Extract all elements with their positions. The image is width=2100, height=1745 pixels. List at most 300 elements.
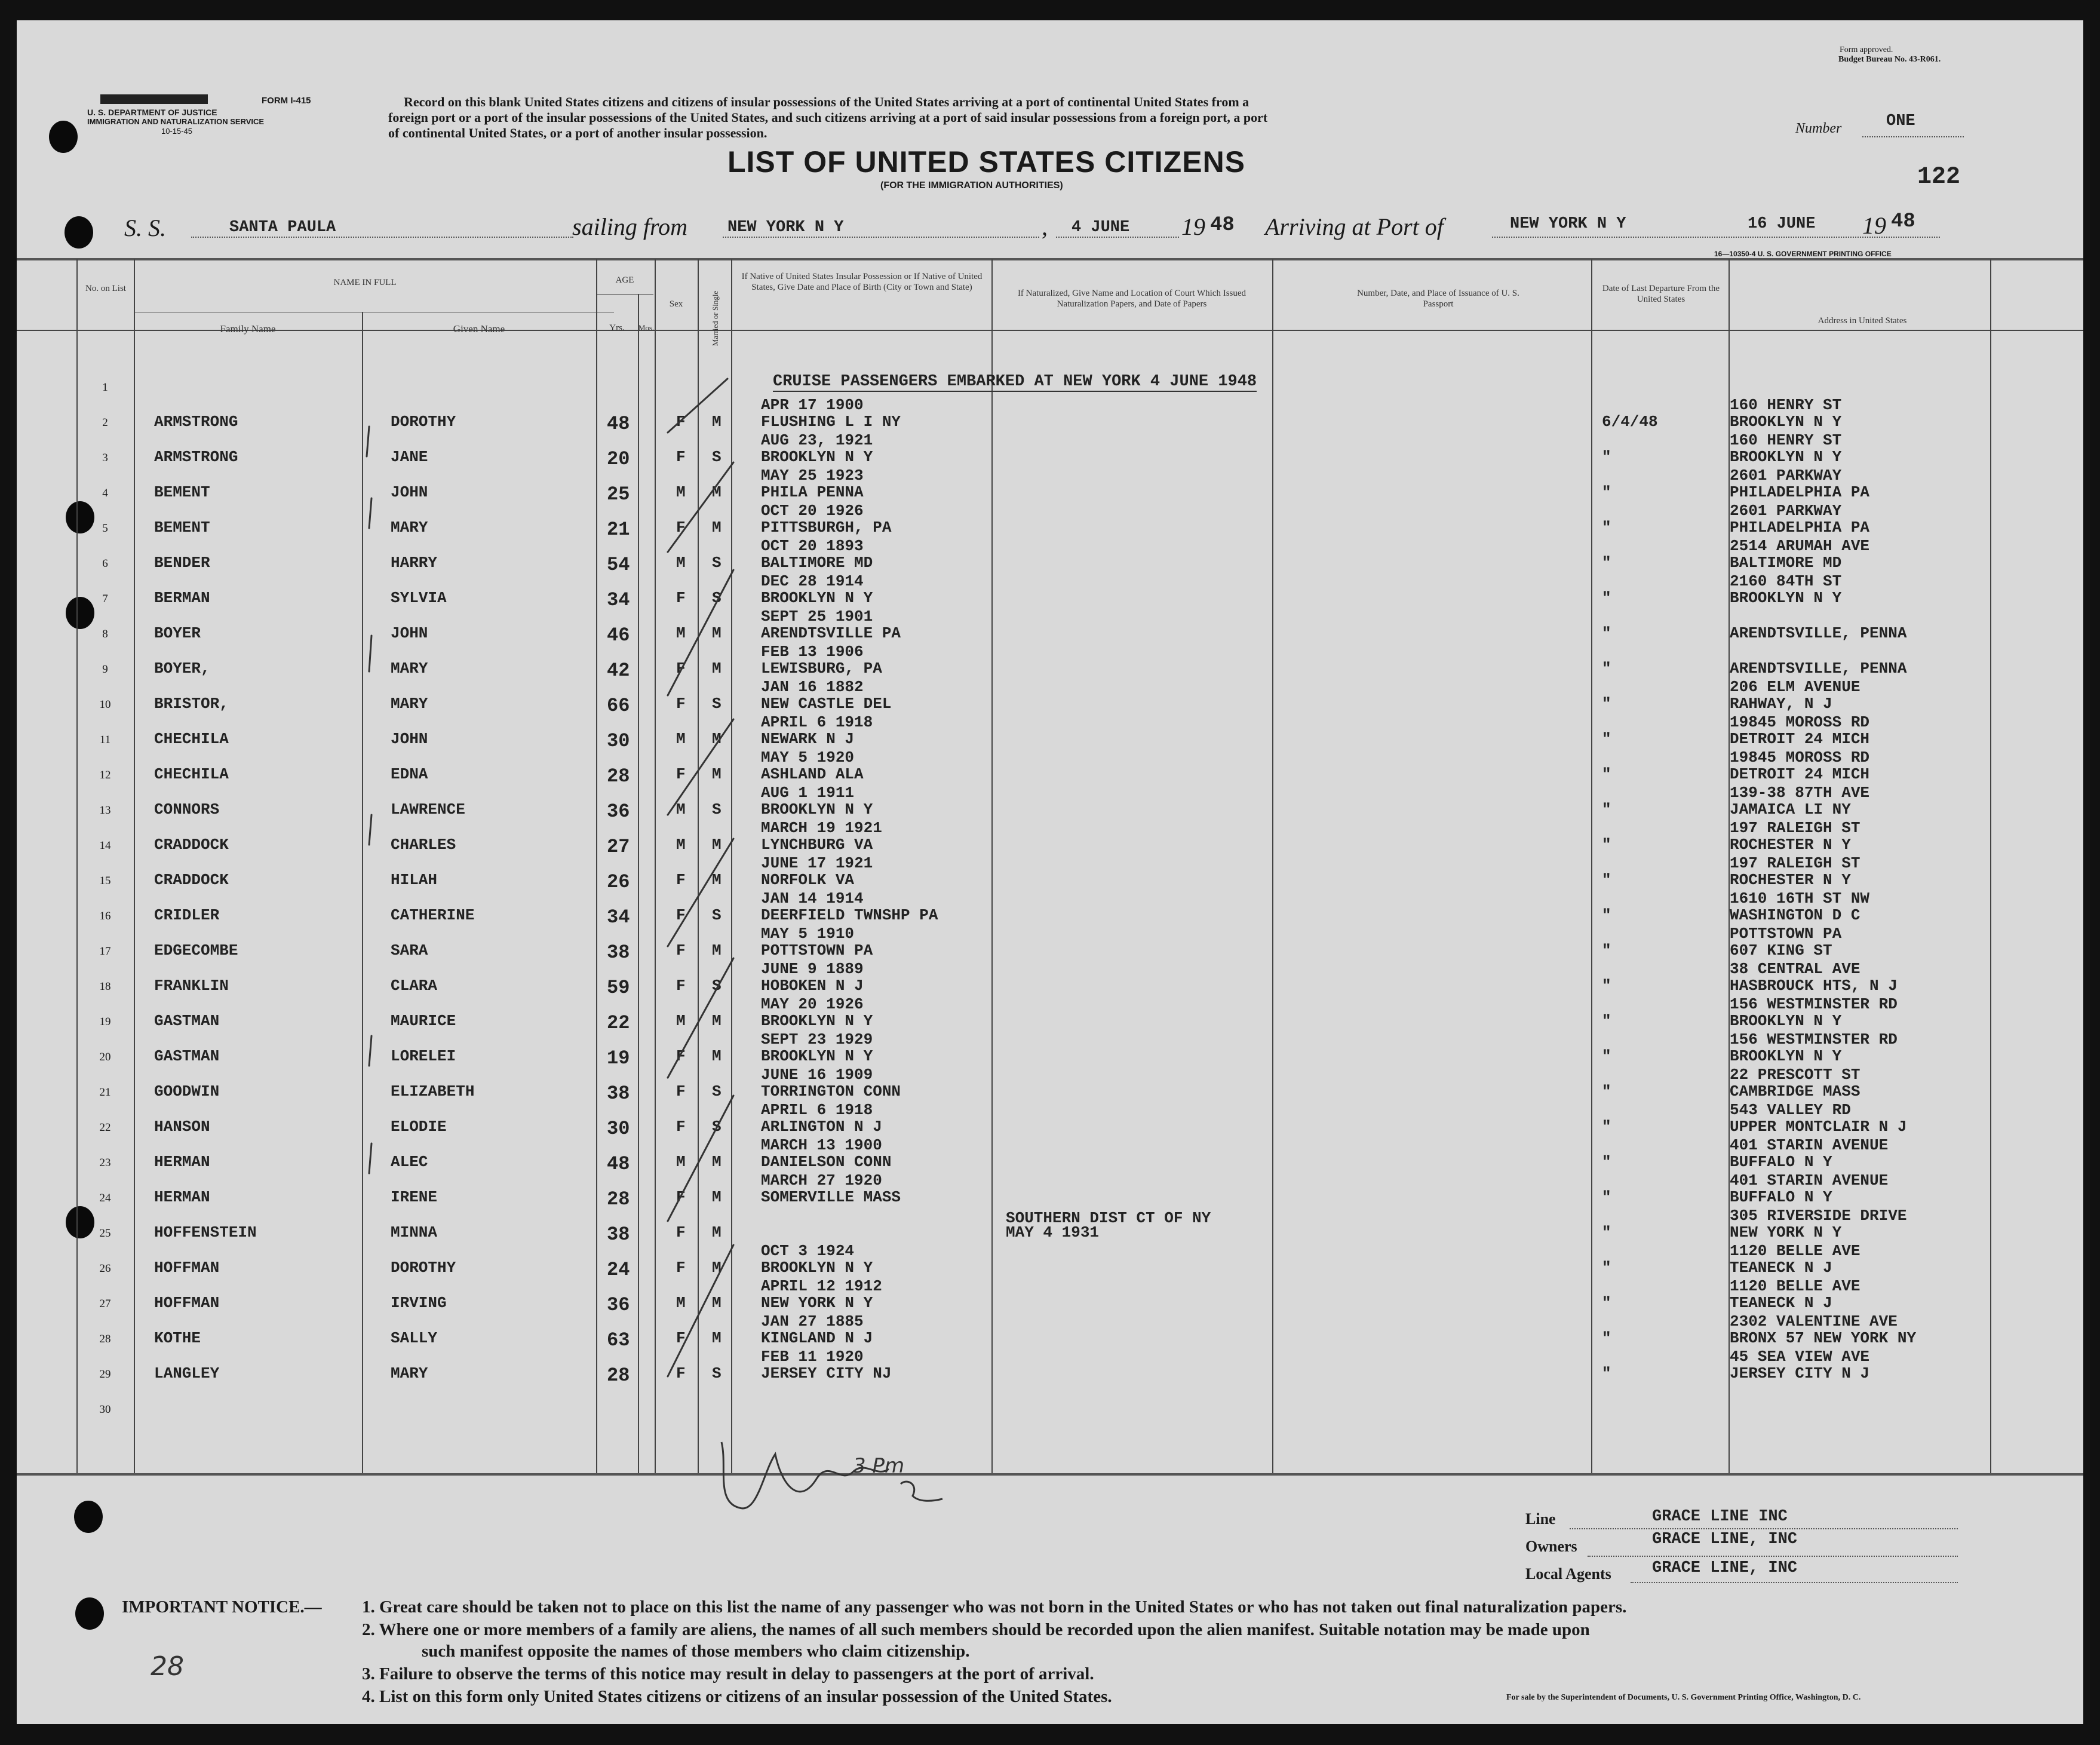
given-name-cell: ELIZABETH — [391, 1082, 475, 1100]
address-line-2: BROOKLYN N Y — [1730, 448, 1842, 466]
family-name-cell: HOFFMAN — [154, 1259, 220, 1277]
marital-status-cell: S — [712, 695, 722, 713]
given-name-cell: ELODIE — [391, 1118, 447, 1136]
row-number: 18 — [99, 980, 111, 993]
age-cell: 22 — [607, 1012, 630, 1034]
birth-place-cell: ARENDTSVILLE PA — [761, 624, 901, 642]
row-number: 8 — [102, 628, 108, 640]
cruise-banner: CRUISE PASSENGERS EMBARKED AT NEW YORK 4 JUNE 1948 — [773, 373, 1257, 391]
birth-date-cell: APRIL 6 1918 — [761, 1101, 873, 1119]
address-line-2: ARENDTSVILLE, PENNA — [1730, 660, 1907, 677]
address-line-1: 543 VALLEY RD — [1730, 1101, 1851, 1119]
given-name-cell: MARY — [391, 660, 428, 677]
sex-cell: F — [676, 1188, 686, 1206]
given-name-cell: CLARA — [391, 977, 438, 995]
row-number: 1 — [102, 381, 108, 394]
row-number: 22 — [99, 1121, 111, 1134]
marital-status-cell: M — [712, 1259, 722, 1277]
marital-status-cell: S — [712, 1118, 722, 1136]
address-line-2: CAMBRIDGE MASS — [1730, 1082, 1860, 1100]
ship-name: SANTA PAULA — [229, 219, 336, 237]
marital-status-cell: M — [712, 871, 722, 889]
marital-status-cell: M — [712, 1188, 722, 1206]
row-number: 29 — [99, 1368, 111, 1381]
birth-place-cell: BROOKLYN N Y — [761, 448, 873, 466]
row-number: 12 — [99, 769, 111, 781]
given-name-cell: ALEC — [391, 1153, 428, 1171]
sex-cell: M — [676, 836, 686, 854]
age-cell: 25 — [607, 483, 630, 505]
birth-place-cell: BROOKLYN N Y — [761, 1012, 873, 1030]
address-line-2: NEW YORK N Y — [1730, 1223, 1842, 1241]
header-sex: Sex — [669, 299, 683, 309]
marital-status-cell: S — [712, 448, 722, 466]
birth-place-cell: LYNCHBURG VA — [761, 836, 873, 854]
birth-date-cell: FEB 11 1920 — [761, 1348, 864, 1366]
age-cell: 48 — [607, 413, 630, 435]
comma-separator: , — [1042, 213, 1048, 240]
sex-cell: M — [676, 730, 686, 748]
family-name-cell: BEMENT — [154, 483, 210, 501]
sex-cell: F — [676, 1364, 686, 1382]
birth-date-cell: AUG 23, 1921 — [761, 431, 873, 449]
birth-place-cell: DEERFIELD TWNSHP PA — [761, 906, 938, 924]
punch-hole-icon — [65, 216, 93, 249]
address-line-1: 401 STARIN AVENUE — [1730, 1136, 1889, 1154]
header-name-in-full: NAME IN FULL — [333, 278, 397, 287]
department-name: U. S. DEPARTMENT OF JUSTICE — [87, 108, 217, 117]
address-line-1: 1610 16TH ST NW — [1730, 890, 1870, 907]
address-line-1: 2601 PARKWAY — [1730, 502, 1842, 520]
sex-cell: F — [676, 660, 686, 677]
birth-place-cell: HOBOKEN N J — [761, 977, 864, 995]
row-number: 13 — [99, 804, 111, 817]
given-name-cell: JOHN — [391, 483, 428, 501]
departure-date-cell: " — [1602, 624, 1611, 642]
family-name-cell: HERMAN — [154, 1153, 210, 1171]
address-line-2: BROOKLYN N Y — [1730, 413, 1842, 431]
departure-date-cell: " — [1602, 1329, 1611, 1347]
departure-date-cell: " — [1602, 695, 1611, 713]
departure-date-cell: " — [1602, 448, 1611, 466]
family-name-cell: CRIDLER — [154, 906, 220, 924]
marital-status-cell: M — [712, 1223, 722, 1241]
birth-date-cell: MAY 5 1910 — [761, 925, 855, 943]
birth-place-cell: TORRINGTON CONN — [761, 1082, 901, 1100]
row-number: 19 — [99, 1016, 111, 1028]
address-line-2: PHILADELPHIA PA — [1730, 483, 1870, 501]
age-cell: 27 — [607, 836, 630, 858]
marital-status-cell: S — [712, 589, 722, 607]
address-line-2: ROCHESTER N Y — [1730, 836, 1851, 854]
birth-date-cell: MAY 20 1926 — [761, 995, 864, 1013]
sex-cell: F — [676, 1047, 686, 1065]
given-name-cell: DOROTHY — [391, 1259, 456, 1277]
owners-value: GRACE LINE, INC — [1652, 1531, 1798, 1548]
given-name-cell: SYLVIA — [391, 589, 447, 607]
given-name-cell: MARY — [391, 695, 428, 713]
address-line-1: 19845 MOROSS RD — [1730, 713, 1870, 731]
given-name-cell: DOROTHY — [391, 413, 456, 431]
marital-status-cell: M — [712, 1153, 722, 1171]
birth-place-cell: PHILA PENNA — [761, 483, 864, 501]
notice-1: 1. Great care should be taken not to place on this list the name of any passenger who was not born in the United States or who has not taken out final naturalization papers. — [362, 1597, 1627, 1617]
header-departure: Date of Last Departure From the United States — [1602, 284, 1720, 304]
sale-notice: For sale by the Superintendent of Documents, U. S. Government Printing Office, Washington, D. C. — [1506, 1693, 1861, 1702]
given-name-cell: CHARLES — [391, 836, 456, 854]
row-number: 6 — [102, 557, 108, 570]
marital-status-cell: M — [712, 413, 722, 431]
punch-hole-icon — [49, 121, 78, 153]
address-line-1: 401 STARIN AVENUE — [1730, 1171, 1889, 1189]
age-cell: 24 — [607, 1259, 630, 1281]
birth-date-cell: AUG 1 1911 — [761, 784, 855, 802]
given-name-cell: IRVING — [391, 1294, 447, 1312]
header-given-name: Given Name — [453, 323, 505, 335]
birth-place-cell: NORFOLK VA — [761, 871, 855, 889]
manifest-sheet — [17, 20, 2083, 1724]
family-name-cell: HANSON — [154, 1118, 210, 1136]
intro-line-2: foreign port or a port of the insular possessions of the United States, and such citizens arriving at a port of said insular possessions from a foreign port, a port — [388, 110, 1268, 125]
arrival-port: NEW YORK N Y — [1510, 215, 1626, 233]
marital-status-cell: M — [712, 1047, 722, 1065]
departure-date: 4 JUNE — [1072, 219, 1130, 237]
notice-4: 4. List on this form only United States citizens or citizens of an insular possession of the United States. — [362, 1687, 1112, 1706]
row-number: 17 — [99, 945, 111, 958]
address-line-1: 305 RIVERSIDE DRIVE — [1730, 1207, 1907, 1225]
age-cell: 38 — [607, 1223, 630, 1246]
row-number: 24 — [99, 1192, 111, 1204]
sex-cell: F — [676, 695, 686, 713]
age-cell: 20 — [607, 448, 630, 470]
marital-status-cell: M — [712, 660, 722, 677]
age-cell: 21 — [607, 519, 630, 541]
sex-cell: F — [676, 1082, 686, 1100]
form-date: 10-15-45 — [161, 127, 193, 136]
agents-value: GRACE LINE, INC — [1652, 1559, 1798, 1577]
given-name-cell: IRENE — [391, 1188, 438, 1206]
marital-status-cell: S — [712, 801, 722, 818]
birth-place-cell: JERSEY CITY NJ — [761, 1364, 892, 1382]
marital-status-cell: S — [712, 1364, 722, 1382]
sex-cell: F — [676, 519, 686, 536]
departure-date-cell: " — [1602, 1047, 1611, 1065]
address-line-1: 45 SEA VIEW AVE — [1730, 1348, 1870, 1366]
departure-date-cell: " — [1602, 1259, 1611, 1277]
address-line-1: 139-38 87TH AVE — [1730, 784, 1870, 802]
address-line-1: 22 PRESCOTT ST — [1730, 1066, 1860, 1084]
number-value: ONE — [1886, 112, 1915, 130]
family-name-cell: KOTHE — [154, 1329, 201, 1347]
sex-cell: F — [676, 941, 686, 959]
birth-place-cell: BROOKLYN N Y — [761, 589, 873, 607]
departure-date-cell: " — [1602, 1118, 1611, 1136]
row-number: 7 — [102, 593, 108, 605]
address-line-2: HASBROUCK HTS, N J — [1730, 977, 1898, 995]
birth-date-cell: APRIL 6 1918 — [761, 713, 873, 731]
address-line-1: 2514 ARUMAH AVE — [1730, 537, 1870, 555]
birth-place-cell: NEW CASTLE DEL — [761, 695, 892, 713]
sex-cell: F — [676, 413, 686, 431]
number-label: Number — [1795, 121, 1842, 136]
header-naturalized: If Naturalized, Give Name and Location of Court Which Issued Naturalization Papers, and Date of Papers — [1017, 289, 1247, 309]
family-name-cell: CRADDOCK — [154, 836, 229, 854]
birth-date-cell: MARCH 13 1900 — [761, 1136, 882, 1154]
sex-cell: F — [676, 1118, 686, 1136]
notice-2b: such manifest opposite the names of those members who claim citizenship. — [422, 1642, 970, 1661]
header-married: Married or Single — [711, 290, 720, 346]
address-line-1: 2160 84TH ST — [1730, 572, 1842, 590]
address-line-1: 2601 PARKWAY — [1730, 467, 1842, 484]
address-line-2: ROCHESTER N Y — [1730, 871, 1851, 889]
family-name-cell: LANGLEY — [154, 1364, 220, 1382]
departure-date-cell: " — [1602, 941, 1611, 959]
address-line-1: 160 HENRY ST — [1730, 431, 1842, 449]
marital-status-cell: M — [712, 941, 722, 959]
address-line-2: RAHWAY, N J — [1730, 695, 1832, 713]
family-name-cell: ARMSTRONG — [154, 448, 238, 466]
birth-date-cell: OCT 3 1924 — [761, 1242, 855, 1260]
sex-cell: F — [676, 906, 686, 924]
birth-date-cell: JAN 14 1914 — [761, 890, 864, 907]
row-number: 9 — [102, 663, 108, 676]
row-number: 21 — [99, 1086, 111, 1099]
given-name-cell: MARY — [391, 519, 428, 536]
family-name-cell: HOFFENSTEIN — [154, 1223, 257, 1241]
birth-date-cell: APR 17 1900 — [761, 396, 864, 414]
arriving-label: Arriving at Port of — [1265, 213, 1444, 240]
family-name-cell: BEMENT — [154, 519, 210, 536]
row-number: 14 — [99, 839, 111, 852]
naturalization-court: SOUTHERN DIST CT OF NY — [1006, 1209, 1211, 1227]
address-line-2: DETROIT 24 MICH — [1730, 765, 1870, 783]
sex-cell: M — [676, 1294, 686, 1312]
birth-date-cell: OCT 20 1926 — [761, 502, 864, 520]
address-line-1: 197 RALEIGH ST — [1730, 819, 1860, 837]
family-name-cell: BERMAN — [154, 589, 210, 607]
family-name-cell: HERMAN — [154, 1188, 210, 1206]
budget-bureau: Budget Bureau No. 43-R061. — [1838, 55, 1941, 64]
row-number: 20 — [99, 1051, 111, 1063]
form-number: FORM I-415 — [262, 96, 311, 106]
notice-title: IMPORTANT NOTICE.— — [122, 1597, 322, 1617]
family-name-cell: EDGECOMBE — [154, 941, 238, 959]
departure-date-cell: " — [1602, 1153, 1611, 1171]
given-name-cell: JOHN — [391, 624, 428, 642]
age-cell: 54 — [607, 554, 630, 576]
age-cell: 19 — [607, 1047, 630, 1069]
address-line-2: BALTIMORE MD — [1730, 554, 1842, 572]
given-name-cell: HILAH — [391, 871, 438, 889]
row-number: 30 — [99, 1403, 111, 1416]
naturalization-date: MAY 4 1931 — [1006, 1223, 1100, 1241]
row-number: 16 — [99, 910, 111, 922]
marital-status-cell: M — [712, 624, 722, 642]
row-number: 28 — [99, 1333, 111, 1345]
age-cell: 34 — [607, 589, 630, 611]
service-name: IMMIGRATION AND NATURALIZATION SERVICE — [87, 117, 265, 126]
address-line-2: ARENDTSVILLE, PENNA — [1730, 624, 1907, 642]
given-name-cell: LAWRENCE — [391, 801, 465, 818]
marital-status-cell: S — [712, 1082, 722, 1100]
row-number: 15 — [99, 875, 111, 887]
birth-date-cell: DEC 28 1914 — [761, 572, 864, 590]
departure-date-cell: " — [1602, 1364, 1611, 1382]
address-line-2: DETROIT 24 MICH — [1730, 730, 1870, 748]
birth-place-cell: POTTSTOWN PA — [761, 941, 873, 959]
age-cell: 28 — [607, 765, 630, 787]
address-line-2: PHILADELPHIA PA — [1730, 519, 1870, 536]
year-prefix: 19 — [1181, 213, 1205, 240]
sex-cell: M — [676, 1012, 686, 1030]
address-line-2: BUFFALO N Y — [1730, 1153, 1832, 1171]
birth-date-cell: MAY 25 1923 — [761, 467, 864, 484]
given-name-cell: JOHN — [391, 730, 428, 748]
family-name-cell: GOODWIN — [154, 1082, 220, 1100]
row-number: 10 — [99, 698, 111, 711]
birth-place-cell: BALTIMORE MD — [761, 554, 873, 572]
address-line-2: UPPER MONTCLAIR N J — [1730, 1118, 1907, 1136]
departure-date-cell: " — [1602, 1294, 1611, 1312]
family-name-cell: BOYER — [154, 624, 201, 642]
family-name-cell: FRANKLIN — [154, 977, 229, 995]
birth-date-cell: MARCH 19 1921 — [761, 819, 882, 837]
address-line-2: BROOKLYN N Y — [1730, 589, 1842, 607]
marital-status-cell: M — [712, 1012, 722, 1030]
birth-place-cell: NEW YORK N Y — [761, 1294, 873, 1312]
age-cell: 63 — [607, 1329, 630, 1351]
family-name-cell: CHECHILA — [154, 765, 229, 783]
header-native-birth: If Native of United States Insular Possession or If Native of United States, Give Date and Place of Birth (City or Town and State) — [741, 272, 983, 292]
list-title: LIST OF UNITED STATES CITIZENS — [727, 145, 1246, 179]
departure-date-cell: " — [1602, 801, 1611, 818]
address-line-1: POTTSTOWN PA — [1730, 925, 1842, 943]
departure-date-cell: " — [1602, 1082, 1611, 1100]
age-cell: 34 — [607, 906, 630, 928]
notice-2a: 2. Where one or more members of a family are aliens, the names of all such members should be recorded upon the alien manifest. Suitable notation may be made upon — [362, 1620, 1590, 1639]
marital-status-cell: M — [712, 1329, 722, 1347]
year-prefix: 19 — [1862, 212, 1886, 239]
departure-year: 48 — [1210, 214, 1235, 237]
address-line-1: 160 HENRY ST — [1730, 396, 1842, 414]
departure-date-cell: " — [1602, 906, 1611, 924]
address-line-1: 38 CENTRAL AVE — [1730, 960, 1860, 978]
birth-place-cell: ARLINGTON N J — [761, 1118, 882, 1136]
address-line-2: JAMAICA LI NY — [1730, 801, 1851, 818]
departure-date-cell: " — [1602, 836, 1611, 854]
given-name-cell: JANE — [391, 448, 428, 466]
departure-date-cell: " — [1602, 1012, 1611, 1030]
birth-date-cell: SEPT 25 1901 — [761, 608, 873, 625]
birth-place-cell: DANIELSON CONN — [761, 1153, 892, 1171]
address-line-1: 156 WESTMINSTER RD — [1730, 995, 1898, 1013]
birth-date-cell: JAN 16 1882 — [761, 678, 864, 696]
family-name-cell: HOFFMAN — [154, 1294, 220, 1312]
marital-status-cell: M — [712, 1294, 722, 1312]
family-name-cell: GASTMAN — [154, 1047, 220, 1065]
arrival-year: 48 — [1891, 210, 1915, 233]
owners-label: Owners — [1525, 1538, 1577, 1555]
given-name-cell: CATHERINE — [391, 906, 475, 924]
family-name-cell: GASTMAN — [154, 1012, 220, 1030]
sex-cell: F — [676, 1259, 686, 1277]
birth-date-cell: JAN 27 1885 — [761, 1312, 864, 1330]
header-no-on-list: No. on List — [85, 284, 126, 293]
given-name-cell: MARY — [391, 1364, 428, 1382]
row-number: 23 — [99, 1157, 111, 1169]
birth-date-cell: JUNE 16 1909 — [761, 1066, 873, 1084]
birth-place-cell: LEWISBURG, PA — [761, 660, 882, 677]
birth-place-cell: ASHLAND ALA — [761, 765, 864, 783]
sex-cell: M — [676, 624, 686, 642]
age-cell: 30 — [607, 1118, 630, 1140]
departure-date-cell: " — [1602, 660, 1611, 677]
departure-date-cell: " — [1602, 589, 1611, 607]
sex-cell: F — [676, 448, 686, 466]
departure-date-cell: " — [1602, 871, 1611, 889]
address-line-2: JERSEY CITY N J — [1730, 1364, 1870, 1382]
row-number: 11 — [99, 734, 111, 746]
sex-cell: F — [676, 871, 686, 889]
birth-date-cell: APRIL 12 1912 — [761, 1277, 882, 1295]
intro-line-1: Record on this blank United States citizens and citizens of insular possessions of the United States arriving at a port of continental United States from a — [404, 94, 1249, 109]
address-line-1: 19845 MOROSS RD — [1730, 749, 1870, 766]
list-subtitle: (FOR THE IMMIGRATION AUTHORITIES) — [880, 180, 1063, 191]
given-name-cell: MAURICE — [391, 1012, 456, 1030]
age-cell: 36 — [607, 801, 630, 823]
notice-3: 3. Failure to observe the terms of this notice may result in delay to passengers at the port of arrival. — [362, 1664, 1094, 1683]
age-cell: 48 — [607, 1153, 630, 1175]
row-number: 26 — [99, 1262, 111, 1275]
birth-place-cell: PITTSBURGH, PA — [761, 519, 892, 536]
row-number: 2 — [102, 416, 108, 429]
address-line-2: BUFFALO N Y — [1730, 1188, 1832, 1206]
line-label: Line — [1525, 1510, 1556, 1528]
departure-date-cell: " — [1602, 519, 1611, 536]
age-cell: 28 — [607, 1364, 630, 1387]
departure-date-cell: " — [1602, 1188, 1611, 1206]
address-line-2: BROOKLYN N Y — [1730, 1047, 1842, 1065]
margin-note: 28 — [151, 1651, 184, 1682]
birth-date-cell: MARCH 27 1920 — [761, 1171, 882, 1189]
age-cell: 26 — [607, 871, 630, 893]
row-number: 4 — [102, 487, 108, 499]
header-mos: Mos. — [638, 323, 655, 332]
form-approved: Form approved. — [1840, 45, 1893, 54]
age-cell: 59 — [607, 977, 630, 999]
given-name-cell: MINNA — [391, 1223, 438, 1241]
address-line-1: 156 WESTMINSTER RD — [1730, 1031, 1898, 1048]
address-line-2: TEANECK N J — [1730, 1259, 1832, 1277]
header-age: AGE — [615, 275, 634, 285]
birth-date-cell: OCT 20 1893 — [761, 537, 864, 555]
family-name-cell: CONNORS — [154, 801, 220, 818]
departure-date-cell: " — [1602, 765, 1611, 783]
marital-status-cell: M — [712, 765, 722, 783]
departure-date-cell: " — [1602, 730, 1611, 748]
intro-line-3: of continental United States, or a port of another insular possession. — [388, 125, 767, 140]
birth-place-cell: KINGLAND N J — [761, 1329, 873, 1347]
signature-time: 3 Pm — [853, 1454, 905, 1478]
family-name-cell: CHECHILA — [154, 730, 229, 748]
birth-date-cell: JUNE 9 1889 — [761, 960, 864, 978]
family-name-cell: BENDER — [154, 554, 210, 572]
page-number: 122 — [1917, 164, 1961, 191]
line-value: GRACE LINE INC — [1652, 1508, 1788, 1526]
address-line-1: 197 RALEIGH ST — [1730, 854, 1860, 872]
family-name-cell: BRISTOR, — [154, 695, 229, 713]
family-name-cell: CRADDOCK — [154, 871, 229, 889]
